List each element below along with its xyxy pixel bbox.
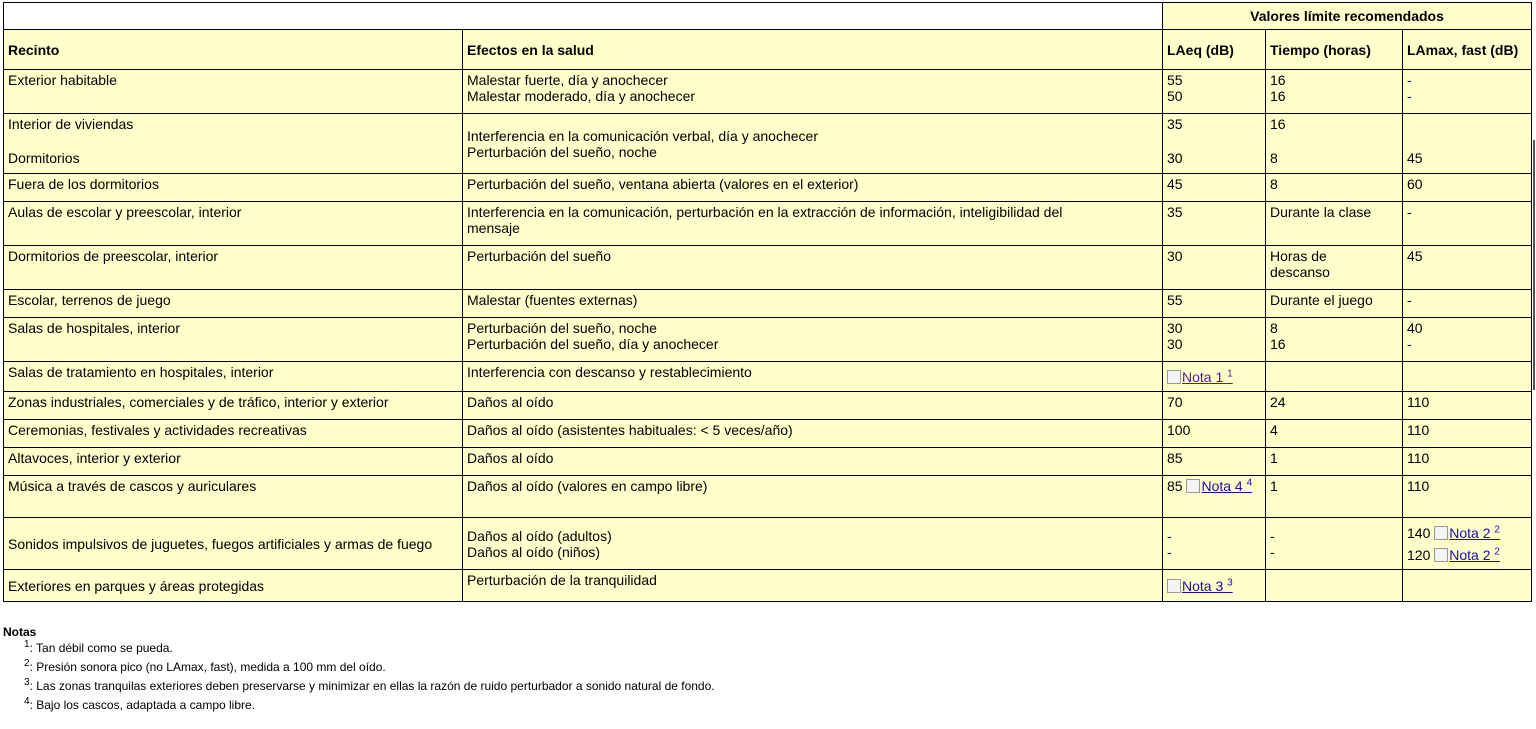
cell-recinto: Salas de tratamiento en hospitales, interior (4, 362, 463, 392)
cell-tiempo: 16 8 (1266, 114, 1403, 174)
table-row (4, 290, 1532, 318)
cell-tiempo (1266, 570, 1403, 602)
cell-tiempo: 24 (1266, 392, 1403, 420)
cell-lamax: 110 (1403, 476, 1532, 518)
cell-efectos: Malestar fuerte, día y anochecer Malestar moderado, día y anochecer (463, 70, 1163, 114)
table-row (4, 362, 1532, 392)
cell-laeq: 55 50 (1163, 70, 1266, 114)
notes-title: Notas (3, 625, 37, 639)
cell-laeq: 30 (1163, 246, 1266, 290)
scrollbar[interactable] (1533, 140, 1535, 390)
cell-recinto: Zonas industriales, comerciales y de tráfico, interior y exterior (4, 392, 463, 420)
cell-efectos: Daños al oído (valores en campo libre) (463, 476, 1163, 518)
table-row (4, 448, 1532, 476)
column-header-tiempo: Tiempo (horas) (1266, 30, 1403, 70)
table-row (4, 476, 1532, 518)
cell-laeq (1163, 570, 1266, 602)
cell-efectos: Daños al oído (asistentes habituales: < 5 veces/año) (463, 420, 1163, 448)
cell-tiempo: Horas de descanso (1266, 246, 1403, 290)
cell-efectos: Daños al oído (463, 392, 1163, 420)
note-item: $^3$: Las zonas tranquilas exteriores deben preservarse y minimizar en ellas la razón de ruido perturbador a sonido natural de fondo. (24, 677, 715, 693)
cell-tiempo: - - (1266, 518, 1403, 570)
cell-lamax: 60 (1403, 174, 1532, 202)
cell-lamax: - - (1403, 70, 1532, 114)
cell-recinto: Escolar, terrenos de juego (4, 290, 463, 318)
cell-recinto: Exterior habitable (4, 70, 463, 114)
cell-lamax: 45 (1403, 114, 1532, 174)
cell-lamax: 110 (1403, 448, 1532, 476)
cell-lamax: - (1403, 290, 1532, 318)
cell-efectos: Interferencia en la comunicación, perturbación en la extracción de información, inteligibilidad del mensaje (463, 202, 1163, 246)
note-item: $^1$: Tan débil como se pueda. (24, 639, 173, 655)
note-1-link[interactable]: Nota 1 $^1$ (1167, 369, 1233, 385)
table-row (4, 570, 1532, 602)
cell-recinto: Fuera de los dormitorios (4, 174, 463, 202)
group-header-valores-limite: Valores límite recomendados (1163, 3, 1532, 30)
cell-laeq: 45 (1163, 174, 1266, 202)
cell-efectos: Perturbación de la tranquilidad (463, 570, 1163, 602)
table-row (4, 246, 1532, 290)
cell-lamax: 140 Nota 2 $^2$ 120 Nota 2 $^2$ (1403, 518, 1532, 570)
column-header-efectos: Efectos en la salud (463, 30, 1163, 70)
column-header-laeq: LAeq (dB) (1163, 30, 1266, 70)
column-header-lamax: LAmax, fast (dB) (1403, 30, 1532, 70)
cell-lamax: - (1403, 202, 1532, 246)
cell-lamax: 45 (1403, 246, 1532, 290)
cell-efectos: Daños al oído (463, 448, 1163, 476)
table-row (4, 318, 1532, 362)
cell-tiempo: 16 16 (1266, 70, 1403, 114)
cell-recinto: Ceremonias, festivales y actividades recreativas (4, 420, 463, 448)
broken-image-icon (1186, 479, 1200, 493)
cell-lamax (1403, 362, 1532, 392)
broken-image-icon (1434, 548, 1448, 562)
note-3-link[interactable]: Nota 3 $^3$ (1167, 578, 1233, 594)
cell-tiempo: 8 16 (1266, 318, 1403, 362)
cell-recinto: Sonidos impulsivos de juguetes, fuegos artificiales y armas de fuego (4, 518, 463, 570)
cell-laeq (1163, 362, 1266, 392)
cell-laeq: 35 (1163, 202, 1266, 246)
broken-image-icon (1167, 579, 1181, 593)
table-row (4, 420, 1532, 448)
broken-image-icon (1167, 370, 1181, 384)
cell-recinto: Interior de viviendas Dormitorios (4, 114, 463, 174)
cell-tiempo: Durante la clase (1266, 202, 1403, 246)
note-4-link[interactable]: Nota 4 $^4$ (1186, 478, 1252, 494)
cell-lamax: 110 (1403, 420, 1532, 448)
cell-efectos: Interferencia con descanso y restablecimiento (463, 362, 1163, 392)
cell-laeq: 55 (1163, 290, 1266, 318)
cell-lamax: 110 (1403, 392, 1532, 420)
cell-lamax: 40 - (1403, 318, 1532, 362)
cell-efectos: Malestar (fuentes externas) (463, 290, 1163, 318)
cell-tiempo (1266, 362, 1403, 392)
note-item: $^4$: Bajo los cascos, adaptada a campo libre. (24, 696, 256, 712)
cell-tiempo: 8 (1266, 174, 1403, 202)
cell-laeq: 85 (1163, 448, 1266, 476)
table-row (4, 174, 1532, 202)
cell-recinto: Dormitorios de preescolar, interior (4, 246, 463, 290)
cell-laeq: 85 Nota 4 $^4$ (1163, 476, 1266, 518)
cell-efectos: Daños al oído (adultos) Daños al oído (niños) (463, 518, 1163, 570)
cell-laeq: 70 (1163, 392, 1266, 420)
note-2-link[interactable]: Nota 2 $^2$ (1434, 547, 1500, 563)
noise-limits-table (3, 2, 1532, 602)
cell-efectos: Perturbación del sueño, noche Perturbación del sueño, día y anochecer (463, 318, 1163, 362)
column-header-recinto: Recinto (4, 30, 463, 70)
table-row (4, 392, 1532, 420)
notes-list (3, 639, 715, 715)
broken-image-icon (1434, 526, 1448, 540)
cell-recinto: Exteriores en parques y áreas protegidas (4, 570, 463, 602)
header-blank-cell (4, 3, 1163, 30)
notes-section (3, 625, 715, 715)
table-row (4, 70, 1532, 114)
cell-laeq: - - (1163, 518, 1266, 570)
cell-laeq: 35 30 (1163, 114, 1266, 174)
cell-laeq: 30 30 (1163, 318, 1266, 362)
cell-recinto: Altavoces, interior y exterior (4, 448, 463, 476)
cell-tiempo: 4 (1266, 420, 1403, 448)
note-2-link[interactable]: Nota 2 $^2$ (1434, 525, 1500, 541)
cell-tiempo: 1 (1266, 448, 1403, 476)
cell-efectos: Perturbación del sueño (463, 246, 1163, 290)
cell-recinto: Salas de hospitales, interior (4, 318, 463, 362)
cell-recinto: Música a través de cascos y auriculares (4, 476, 463, 518)
table-row (4, 202, 1532, 246)
table-row (4, 114, 1532, 174)
cell-recinto: Aulas de escolar y preescolar, interior (4, 202, 463, 246)
cell-efectos: Perturbación del sueño, ventana abierta (valores en el exterior) (463, 174, 1163, 202)
note-item: $^2$: Presión sonora pico (no LAmax, fast), medida a 100 mm del oído. (24, 658, 386, 674)
cell-efectos: Interferencia en la comunicación verbal, día y anochecer Perturbación del sueño, noche (463, 114, 1163, 174)
cell-laeq: 100 (1163, 420, 1266, 448)
cell-tiempo: 1 (1266, 476, 1403, 518)
cell-lamax (1403, 570, 1532, 602)
table-row (4, 518, 1532, 570)
cell-tiempo: Durante el juego (1266, 290, 1403, 318)
